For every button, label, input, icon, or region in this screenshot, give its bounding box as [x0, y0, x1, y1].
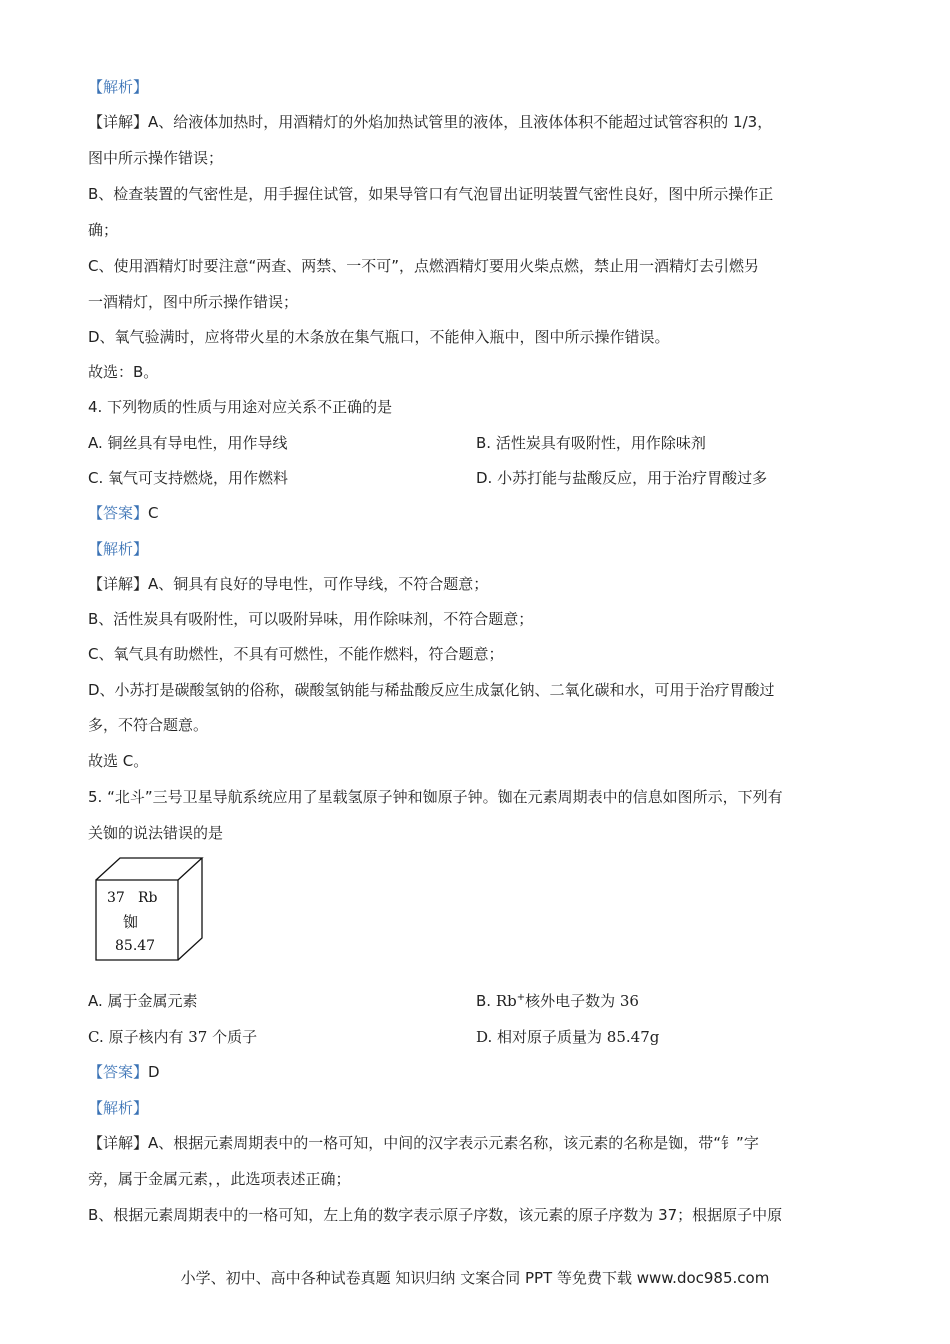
q5-detail-b-line1: B、根据元素周期表中的一格可知，左上角的数字表示原子序数，该元素的原子序数为 37；根据原子中原: [88, 1206, 783, 1224]
question-5-stem-line1: 5. “北斗”三号卫星导航系统应用了星载氢原子钟和铷原子钟。铷在元素周期表中的信息如图所示，下列有: [88, 788, 783, 806]
detail-b-line2: 确；: [88, 221, 119, 239]
question-4-stem: 4. 下列物质的性质与用途对应关系不正确的是: [88, 398, 393, 416]
answer-tag: 【答案】: [88, 1063, 149, 1081]
q4-analysis-heading: 【解析】: [88, 540, 149, 558]
element-mass: 85.47: [115, 938, 156, 954]
answer-tag: 【答案】: [88, 504, 149, 522]
q5-option-c: C. 原子核内有 37 个质子: [88, 1028, 258, 1046]
answer-value: D: [148, 1063, 160, 1081]
question-5-stem-line2: 关铷的说法错误的是: [88, 824, 224, 842]
detail-d-line1: D、氧气验满时，应将带火星的木条放在集气瓶口，不能伸入瓶中，图中所示操作错误。: [88, 328, 670, 346]
q4-answer-choice: 故选 C。: [88, 752, 149, 770]
detail-tag: 【详解】: [88, 575, 149, 593]
q4-option-c: C. 氧气可支持燃烧，用作燃料: [88, 469, 289, 487]
answer-choice: 故选：B。: [88, 363, 159, 381]
detail-tag: 【详解】: [88, 113, 149, 131]
detail-a-text: A、铜具有良好的导电性，可作导线，不符合题意；: [148, 575, 489, 593]
rb-ion-symbol: Rb: [495, 992, 517, 1010]
q4-detail-a: [88, 574, 488, 594]
answer-value: C: [148, 504, 159, 522]
element-number: 37: [107, 890, 125, 906]
q5-analysis-heading: 【解析】: [88, 1099, 149, 1117]
q5-option-b: [476, 991, 639, 1011]
q5-detail-a-line2: 旁，属于金属元素，，此选项表述正确；: [88, 1170, 351, 1188]
detail-c-line2: 一酒精灯，图中所示操作错误；: [88, 293, 299, 311]
q5-option-d: D. 相对原子质量为 85.47g: [476, 1028, 660, 1046]
element-symbol: Rb: [138, 890, 158, 906]
q4-detail-c: C、氧气具有助燃性，不具有可燃性，不能作燃料，符合题意；: [88, 645, 504, 663]
detail-b-line1: B、检查装置的气密性是，用手握住试管，如果导管口有气泡冒出证明装置气密性良好，图中所示操作正: [88, 185, 774, 203]
rubidium-element-cube-figure: [93, 856, 205, 962]
option-b-text: 核外电子数为 36: [525, 992, 639, 1010]
q5-detail-a-line1: [88, 1133, 759, 1153]
detail-a-text: A、给液体加热时，用酒精灯的外焰加热试管里的液体，且液体体积不能超过试管容积的 1/3，: [148, 113, 773, 131]
option-b-prefix: B.: [476, 992, 496, 1010]
q4-detail-b: B、活性炭具有吸附性，可以吸附异味，用作除味剂，不符合题意；: [88, 610, 534, 628]
page-footer: 小学、初中、高中各种试卷真题 知识归纳 文案合同 PPT 等免费下载 www.doc985.com: [180, 1269, 770, 1287]
detail-tag: 【详解】: [88, 1134, 149, 1152]
q4-option-d: D. 小苏打能与盐酸反应，用于治疗胃酸过多: [476, 469, 768, 487]
q4-detail-d-line2: 多，不符合题意。: [88, 716, 209, 734]
q5-option-a: A. 属于金属元素: [88, 992, 198, 1010]
analysis-heading: 【解析】: [88, 78, 149, 96]
detail-c-line1: C、使用酒精灯时要注意“两查、两禁、一不可”，点燃酒精灯要用火柴点燃，禁止用一酒精灯去引燃另: [88, 257, 760, 275]
q4-detail-d-line1: D、小苏打是碳酸氢钠的俗称，碳酸氢钠能与稀盐酸反应生成氯化钠、二氧化碳和水，可用于治疗胃酸过: [88, 681, 775, 699]
q4-option-a: A. 铜丝具有导电性，用作导线: [88, 434, 288, 452]
detail-a-line1: [88, 112, 772, 132]
ion-charge: +: [516, 992, 526, 1003]
q5-answer: [88, 1062, 160, 1082]
element-name: 铷: [123, 913, 139, 931]
q4-answer: [88, 503, 159, 523]
detail-a-text: A、根据元素周期表中的一格可知，中间的汉字表示元素名称，该元素的名称是铷，带“钅”字: [148, 1134, 759, 1152]
detail-a-line2: 图中所示操作错误；: [88, 149, 224, 167]
q4-option-b: B. 活性炭具有吸附性，用作除味剂: [476, 434, 706, 452]
